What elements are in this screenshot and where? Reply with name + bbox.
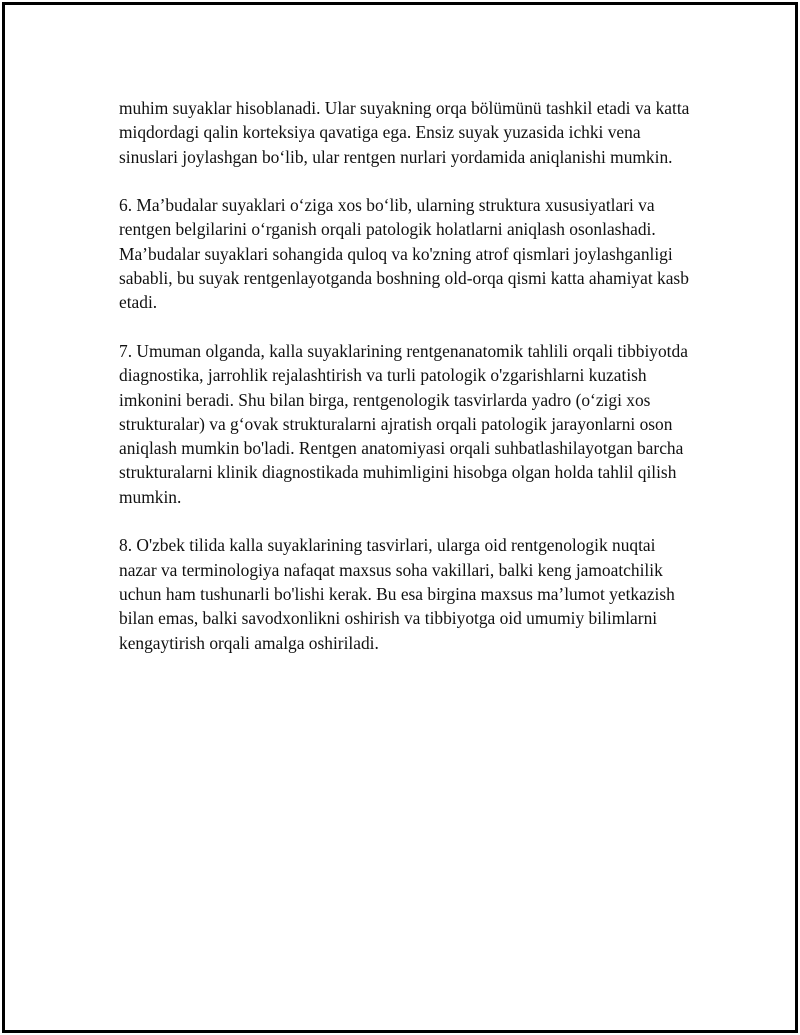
- paragraph-8: 8. O'zbek tilida kalla suyaklarining tasvirlari, ularga oid rentgenologik nuqtai nazar va terminologiya nafaqat maxsus soha vakillari, balki keng jamoatchilik uchun ham tushunarli bo'lishi kerak. Bu esa birgina maxsus ma’lumot yetkazish bilan emas, balki savodxonlikni oshirish va tibbiyotga oid umumiy bilimlarni kengaytirish orqali amalga oshiriladi.: [119, 535, 675, 653]
- paragraph-continuation: muhim suyaklar hisoblanadi. Ular suyakning orqa bölümünü tashkil etadi va katta miqdordagi qalin korteksiya qavatiga ega. Ensiz suyak yuzasida ichki vena sinuslari joylashgan bo‘lib, ular rentgen nurlari yordamida aniqlanishi mumkin.: [119, 98, 690, 167]
- document-body: [119, 96, 694, 655]
- page-frame: [2, 2, 798, 1033]
- paragraph-6: 6. Ma’budalar suyaklari o‘ziga xos bo‘lib, ularning struktura xususiyatlari va rentgen belgilarini o‘rganish orqali patologik holatlarni aniqlash osonlashadi. Ma’budalar suyaklari sohangida quloq va ko'zning atrof qismlari joylashganligi sababli, bu suyak rentgenlayotganda boshning old-orqa qismi katta ahamiyat kasb etadi.: [119, 195, 689, 313]
- paragraph-7: 7. Umuman olganda, kalla suyaklarining rentgenanatomik tahlili orqali tibbiyotda diagnostika, jarrohlik rejalashtirish va turli patologik o'zgarishlarni kuzatish imkonini beradi. Shu bilan birga, rentgenologik tasvirlarda yadro (o‘zigi xos strukturalar) va g‘ovak strukturalarni ajratish orqali patologik jarayonlarni oson aniqlash mumkin bo'ladi. Rentgen anatomiyasi orqali suhbatlashilayotgan barcha strukturalarni klinik diagnostikada muhimligini hisobga olgan holda tahlil qilish mumkin.: [119, 340, 688, 507]
